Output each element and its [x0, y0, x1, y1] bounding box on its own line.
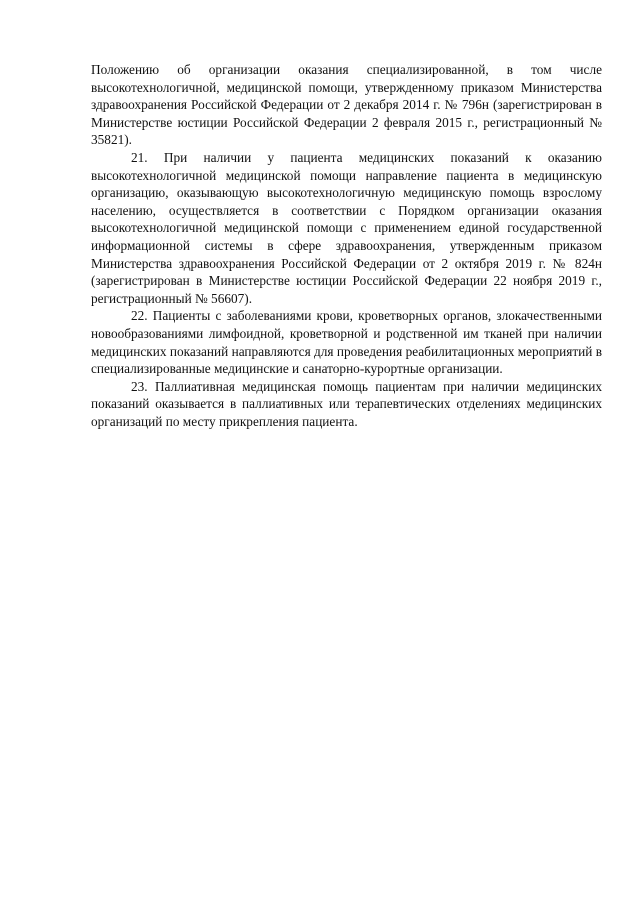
paragraph-continuation: Положению об организации оказания специализированной, в том числе высокотехнологичной, медицинской помощи, утвержденному приказом Министерства здравоохранения Российской Федерации от 2 декабря 2014 г. № 796н (зарегистрирован в Министерстве юстиции Российской Федерации 2 февраля 2015 г., регистрационный № 35821).	[91, 62, 602, 148]
paragraph-item-21: 21. При наличии у пациента медицинских показаний к оказанию высокотехнологичной медицинской помощи направление пациента в медицинскую организацию, оказывающую высокотехнологичную медицинскую помощь взрослому населению, осуществляется в соответствии с Порядком организации оказания высокотехнологичной медицинской помощи с применением единой государственной информационной системы в сфере здравоохранения, утвержденным приказом Министерства здравоохранения Российской Федерации от 2 октября 2019 г. № 824н (зарегистрирован в Министерстве юстиции Российской Федерации 22 ноября 2019 г., регистрационный № 56607).	[91, 149, 602, 306]
document-page	[91, 61, 602, 430]
paragraph-item-22: 22. Пациенты с заболеваниями крови, кроветворных органов, злокачественными новообразованиями лимфоидной, кроветворной и родственной им тканей при наличии медицинских показаний направляются для проведения реабилитационных мероприятий в специализированные медицинские и санаторно-курортные организации.	[91, 308, 602, 377]
paragraph-item-23: 23. Паллиативная медицинская помощь пациентам при наличии медицинских показаний оказывается в паллиативных или терапевтических отделениях медицинских организаций по месту прикрепления пациента.	[91, 378, 602, 429]
